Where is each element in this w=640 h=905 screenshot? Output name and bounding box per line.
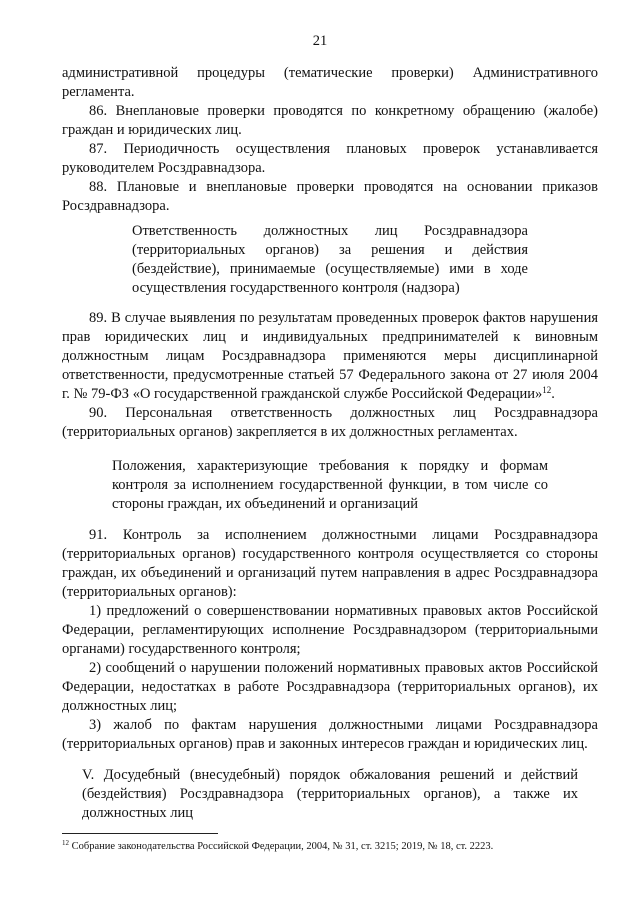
paragraph-88: 88. Плановые и внеплановые проверки проводятся на основании приказов Росздравнадзора. — [62, 179, 598, 214]
page-number: 21 — [312, 33, 328, 49]
footnote — [62, 840, 598, 854]
heading-block-2 — [112, 457, 548, 514]
paragraph-89-text: 89. В случае выявления по результатам проведенных проверок фактов нарушения прав юридических лиц и индивидуальных предпринимателей к виновным должностным лицам Росздравнадзора применяются меры дисциплинарной ответственности, предусмотренные статьей 57 Федерального закона от 27 июля 2004 г. № 79-ФЗ «О государственной гражданской службе Российской Федерации» — [62, 310, 598, 402]
paragraph-91-item-1: 1) предложений о совершенствовании нормативных правовых актов Российской Федерации, регламентирующих исполнение Росздравнадзором (территориальными органами) государственного контроля; — [62, 603, 598, 657]
paragraph-86: 86. Внеплановые проверки проводятся по конкретному обращению (жалобе) граждан и юридических лиц. — [62, 103, 598, 138]
paragraph-87: 87. Периодичность осуществления плановых проверок устанавливается руководителем Росздравнадзора. — [62, 141, 598, 176]
body-text-middle — [62, 309, 598, 442]
paragraph-89-end: . — [551, 386, 555, 402]
paragraph-91-item-2: 2) сообщений о нарушении положений нормативных правовых актов Российской Федерации, недостатках в работе Росздравнадзора (территориальных органов), их должностных лиц; — [62, 660, 598, 714]
footnote-text: Собрание законодательства Российской Федерации, 2004, № 31, ст. 3215; 2019, № 18, ст. 2223. — [69, 841, 494, 852]
paragraph-89 — [62, 309, 598, 404]
paragraph-continuation: административной процедуры (тематические проверки) Административного регламента. — [62, 65, 598, 100]
heading-block-3 — [82, 766, 578, 823]
paragraph-90: 90. Персональная ответственность должностных лиц Росздравнадзора (территориальных органов) закрепляется в их должностных регламентах. — [62, 405, 598, 440]
body-text-lower — [62, 526, 598, 754]
footnote-marker: 12 — [62, 839, 69, 847]
heading-block-1 — [132, 222, 528, 298]
footnote-reference: 12 — [542, 385, 552, 395]
paragraph-91-item-3: 3) жалоб по фактам нарушения должностными лицами Росздравнадзора (территориальных органов) прав и законных интересов граждан и юридических лиц. — [62, 717, 598, 752]
paragraph-91: 91. Контроль за исполнением должностными лицами Росздравнадзора (территориальных органов) государственного контроля осуществляется со стороны граждан, их объединений и организаций путем направления в адрес Росздравнадзора (территориальных органов): — [62, 527, 598, 600]
body-text-top — [62, 64, 598, 216]
heading-responsibility: Ответственность должностных лиц Росздравнадзора (территориальных органов) за решения и действия (бездействие), принимаемые (осуществляемые) ими в ходе осуществления государственного контроля (надзора) — [132, 223, 528, 296]
heading-control-requirements: Положения, характеризующие требования к порядку и формам контроля за исполнением государственной функции, в том числе со стороны граждан, их объединений и организаций — [112, 458, 548, 512]
footnote-divider — [62, 833, 218, 834]
heading-section-v: V. Досудебный (внесудебный) порядок обжалования решений и действий (бездействия) Росздравнадзора (территориальных органов), а также их должностных лиц — [82, 767, 578, 821]
